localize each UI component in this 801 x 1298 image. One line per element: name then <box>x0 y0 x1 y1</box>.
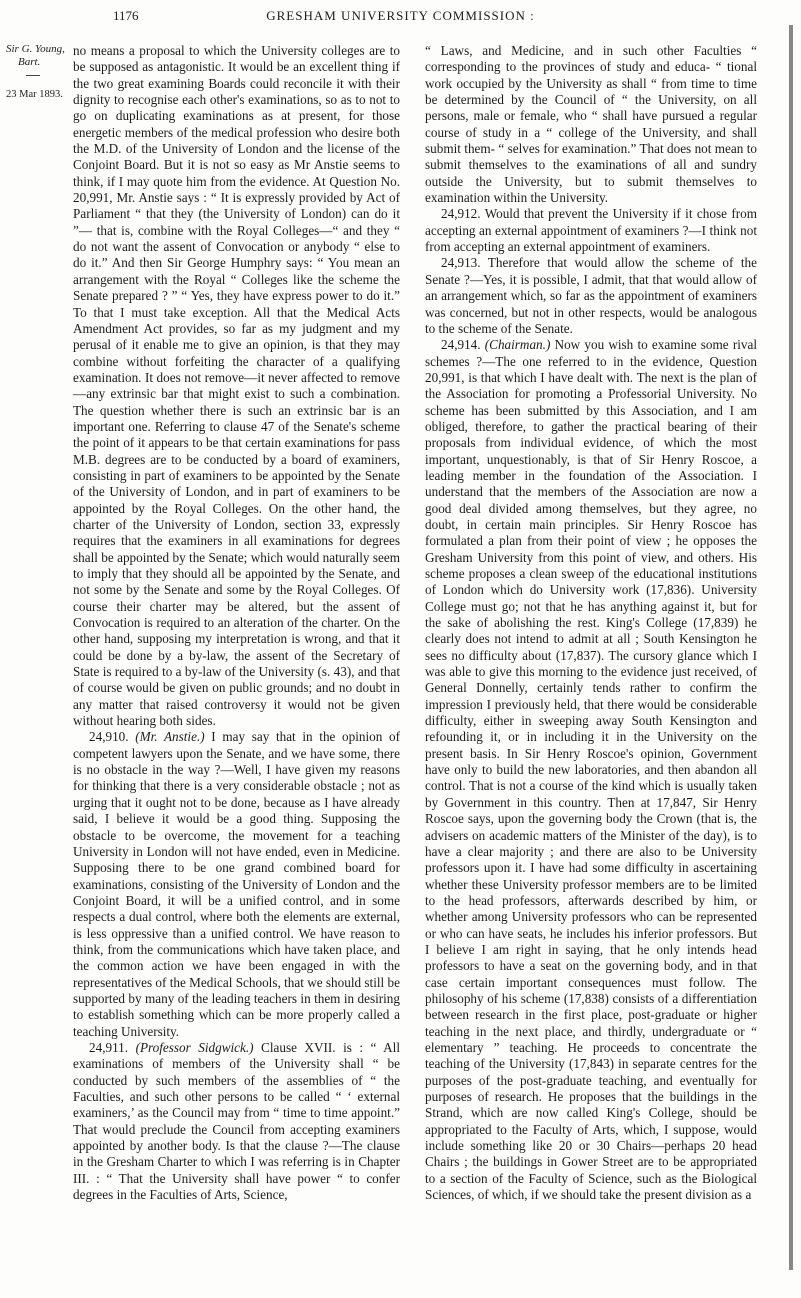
left-column <box>73 43 400 1203</box>
paragraph <box>73 1040 400 1203</box>
question-number: 24,912. <box>441 206 481 222</box>
paragraph <box>425 255 757 337</box>
question-number: 24,913. <box>441 255 481 271</box>
paragraph: no means a proposal to which the University colleges are to be supposed as antagonistic. It would be an excellent thing if the two great examining Boards could reconcile it with their dignity to recognise each other's examinations, so as to not to go on duplicating examinations as at present, for those energetic members of the medical profession who desire both the M.D. of the University of London and the license of the Conjoint Board. But it is not so easy as Mr Anstie seems to think, if I may quote him from the evidence. At Question No. 20,991, Mr. Anstie says : “ It is expressly provided by Act of Parliament “ that they (the University of London) can do it ”— that is, combine with the Royal Colleges—“ and they “ do not want the assent of Convocation or anybody “ else to do it.” And then Sir George Humphry says: “ You mean an arrangement with the Royal “ Colleges like the scheme the Senate prepared ? ” “ Yes, they have express power to do it.” To that I must take exception. All that the Medical Acts Amendment Act provides, so far as my judgment and my perusal of it enable me to give an opinion, is that they may combine without forfeiting the character of a qualifying examination. It does not remove—it never affected to remove—any extrinsic bar that might exist to such a combination. The question whether there is such an extrinsic bar is an important one. Referring to clause 47 of the Senate's scheme the point of it appears to be that certain examinations for pass M.B. degrees are to be conducted by a board of examiners, consisting in part of examiners to be appointed by the Senate of the University of London, and in part of examiners to be appointed by the Royal Colleges. On the other hand, the charter of the University of London, section 33, expressly requires that the examiners in all examinations for degrees shall be appointed by the Senate; which would naturally seem to imply that they should all be appointed by the Senate, and not some by the Senate and some by the Royal Colleges. Of course their charter may be altered, but the assent of Convocation is required to an alteration of the charter. On the other hand, supposing my interpretation is wrong, and that it could be done by a by-law, the assent of the Secretary of State is required to a by-law of the University (s. 43), and that of course would be given on public grounds; and no doubt in any matter that raised controversy it would not be given without hearing both sides. <box>73 43 400 729</box>
paragraph <box>425 206 757 255</box>
page-edge-shadow <box>789 25 793 1270</box>
speaker: (Mr. Anstie.) <box>135 729 205 745</box>
paragraph <box>73 729 400 1040</box>
page-number: 1176 <box>113 8 139 23</box>
paragraph <box>425 337 757 1203</box>
margin-divider <box>26 75 40 76</box>
paragraph-text: Clause XVII. is : “ All examinations of members of the University shall “ be conducted by such members of the assemblies of “ the Faculties, and such other persons to be called “ ‘ external examiners,’ as the Council may from “ time to time appoint.” That would preclude the Council from accepting examiners appointed by another body. Is that the clause ?—The clause in the Gresham Charter to which I was referring is in Chapter III. : “ That the University shall have power “ to confer degrees in the Faculties of Arts, Science, <box>73 1039 400 1203</box>
right-column <box>425 43 757 1203</box>
page-header <box>0 8 801 24</box>
speaker: (Chairman.) <box>484 337 551 353</box>
running-title: GRESHAM UNIVERSITY COMMISSION : <box>266 8 535 23</box>
witness-date: 23 Mar 1893. <box>6 89 63 100</box>
paragraph-text: I may say that in the opinion of competent lawyers upon the Senate, and we have some, there is no obstacle in the way ?—Well, I have given my reasons for thinking that there is a very considerable obstacle ; not as urging that it ought not to be done, because as I have already said, I believe it would be a good thing. Supposing the obstacle to be overcome, the movement for a teaching University in London will not have ended, even in Medicine. Supposing there to be one grand combined board for examinations, consisting of the University of London and the Conjoint Board, it will be a unified control, and in some respects a dual control, where both the elements are external, is less oppressive than a unified control. We have reason to think, from the communications which have taken place, and the common action we have been engaged in with the representatives of the Medical Schools, that we should still be supported by many of the leading teachers in them in desiring to establish something which can be more properly called a teaching University. <box>73 729 400 1039</box>
question-number: 24,910. <box>89 729 129 745</box>
witness-name: Sir G. Young, <box>6 43 65 55</box>
paragraph-text: Now you wish to examine some rival schemes ?—The one referred to in the evidence, Question 20,991, is that which I have dealt with. The next is the plan of the Association for promoting a Professorial University. No scheme has been submitted by this Association, and I am obliged, therefore, to gather the practical bearing of their proposals from individual evidence, of which the most important, unquestionably, is that of Sir Henry Roscoe, a leading member in the foundation of the Association. I understand that the members of the Association are now a good deal divided among themselves, but they agree, no doubt, in certain main principles. Sir Henry Roscoe has formulated a plan from their point of view ; he opposes the Gresham University from this point of view, and others. His scheme proposes a clean sweep of the educational institutions of London which do University work (17,836). University College must go; not that he has anything against it, but for the sake of abolishing the rest. King's College (17,839) he clearly does not intend to admit at all ; South Kensington he sees no difficulty about (17,837). The cursory glance which I was able to give this morning to the evidence just received, of General Donnelly, certainly tends rather to confirm the impression I previously held, that there would be considerable difficulty, either in sweeping away South Kensington and refounding it, or in including it in the University on the present basis. In Sir Henry Roscoe's opinion, Government have only to build the new laboratories, and then abandon all control. That is not a course of the kind which is usually taken by Government in this country. Then at 17,847, Sir Henry Roscoe says, upon the governing body the Crown (that is, the advisers on academic matters of the Minister of the day), is to have a clear majority ; and there are also to be University professors upon it. I have had some difficulty in ascertaining whether these University professor members are to be limited to the head professors, afterwards described by him, or whether among University professors who can be represented or who can have seats, he includes his inferior professors. But I believe I am right in saying, that he only intends head professors to have a seat on the governing body, and in that case certain important consequences must follow. The philosophy of his scheme (17,838) consists of a differentiation between research in the first place, post-graduate or higher teaching in the next place, and thirdly, undergraduate or “ elementary ” teaching. He proceeds to concentrate the teaching of the University (17,843) in separate centres for the purposes of the post-graduate teaching, and eventually for purposes of research. He proposes that the buildings in the Strand, which are now called King's College, should be appropriated to the Faculty of Arts, which, I suppose, would include something like 20 or 30 Chairs—perhaps 20 head Chairs ; the buildings in Gower Street are to be appropriated to a section of the Faculty of Science, such as the Biological Sciences, of which, if we should take the present division as a <box>425 337 758 1203</box>
margin-note <box>6 43 68 101</box>
question-number: 24,911. <box>89 1039 129 1055</box>
question-number: 24,914. <box>441 337 481 353</box>
paragraph: “ Laws, and Medicine, and in such other Faculties “ corresponding to the provinces of study and educa- “ tional work occupied by the University as shall “ from time to time be determined by the Council of “ the University, on all persons, male or female, who “ shall have pursued a regular course of study in a “ college of the University, and shall submit them- “ selves for examination.” That does not mean to submit themselves to the examinations of all and sundry outside the University, but to submit themselves to examination within the University. <box>425 43 757 206</box>
speaker: (Professor Sidgwick.) <box>135 1039 254 1055</box>
witness-title: Bart. <box>18 56 41 68</box>
paragraph-text: Would that prevent the University if it chose from accepting an external appointment of examiners ?—I think not from accepting an external appointment of examiners. <box>425 206 757 255</box>
paragraph-text: Therefore that would allow the scheme of the Senate ?—Yes, it is possible, I admit, that that would allow of an arrangement which, so far as the appointment of examiners was concerned, but not in other respects, would be analogous to the scheme of the Senate. <box>425 255 757 336</box>
